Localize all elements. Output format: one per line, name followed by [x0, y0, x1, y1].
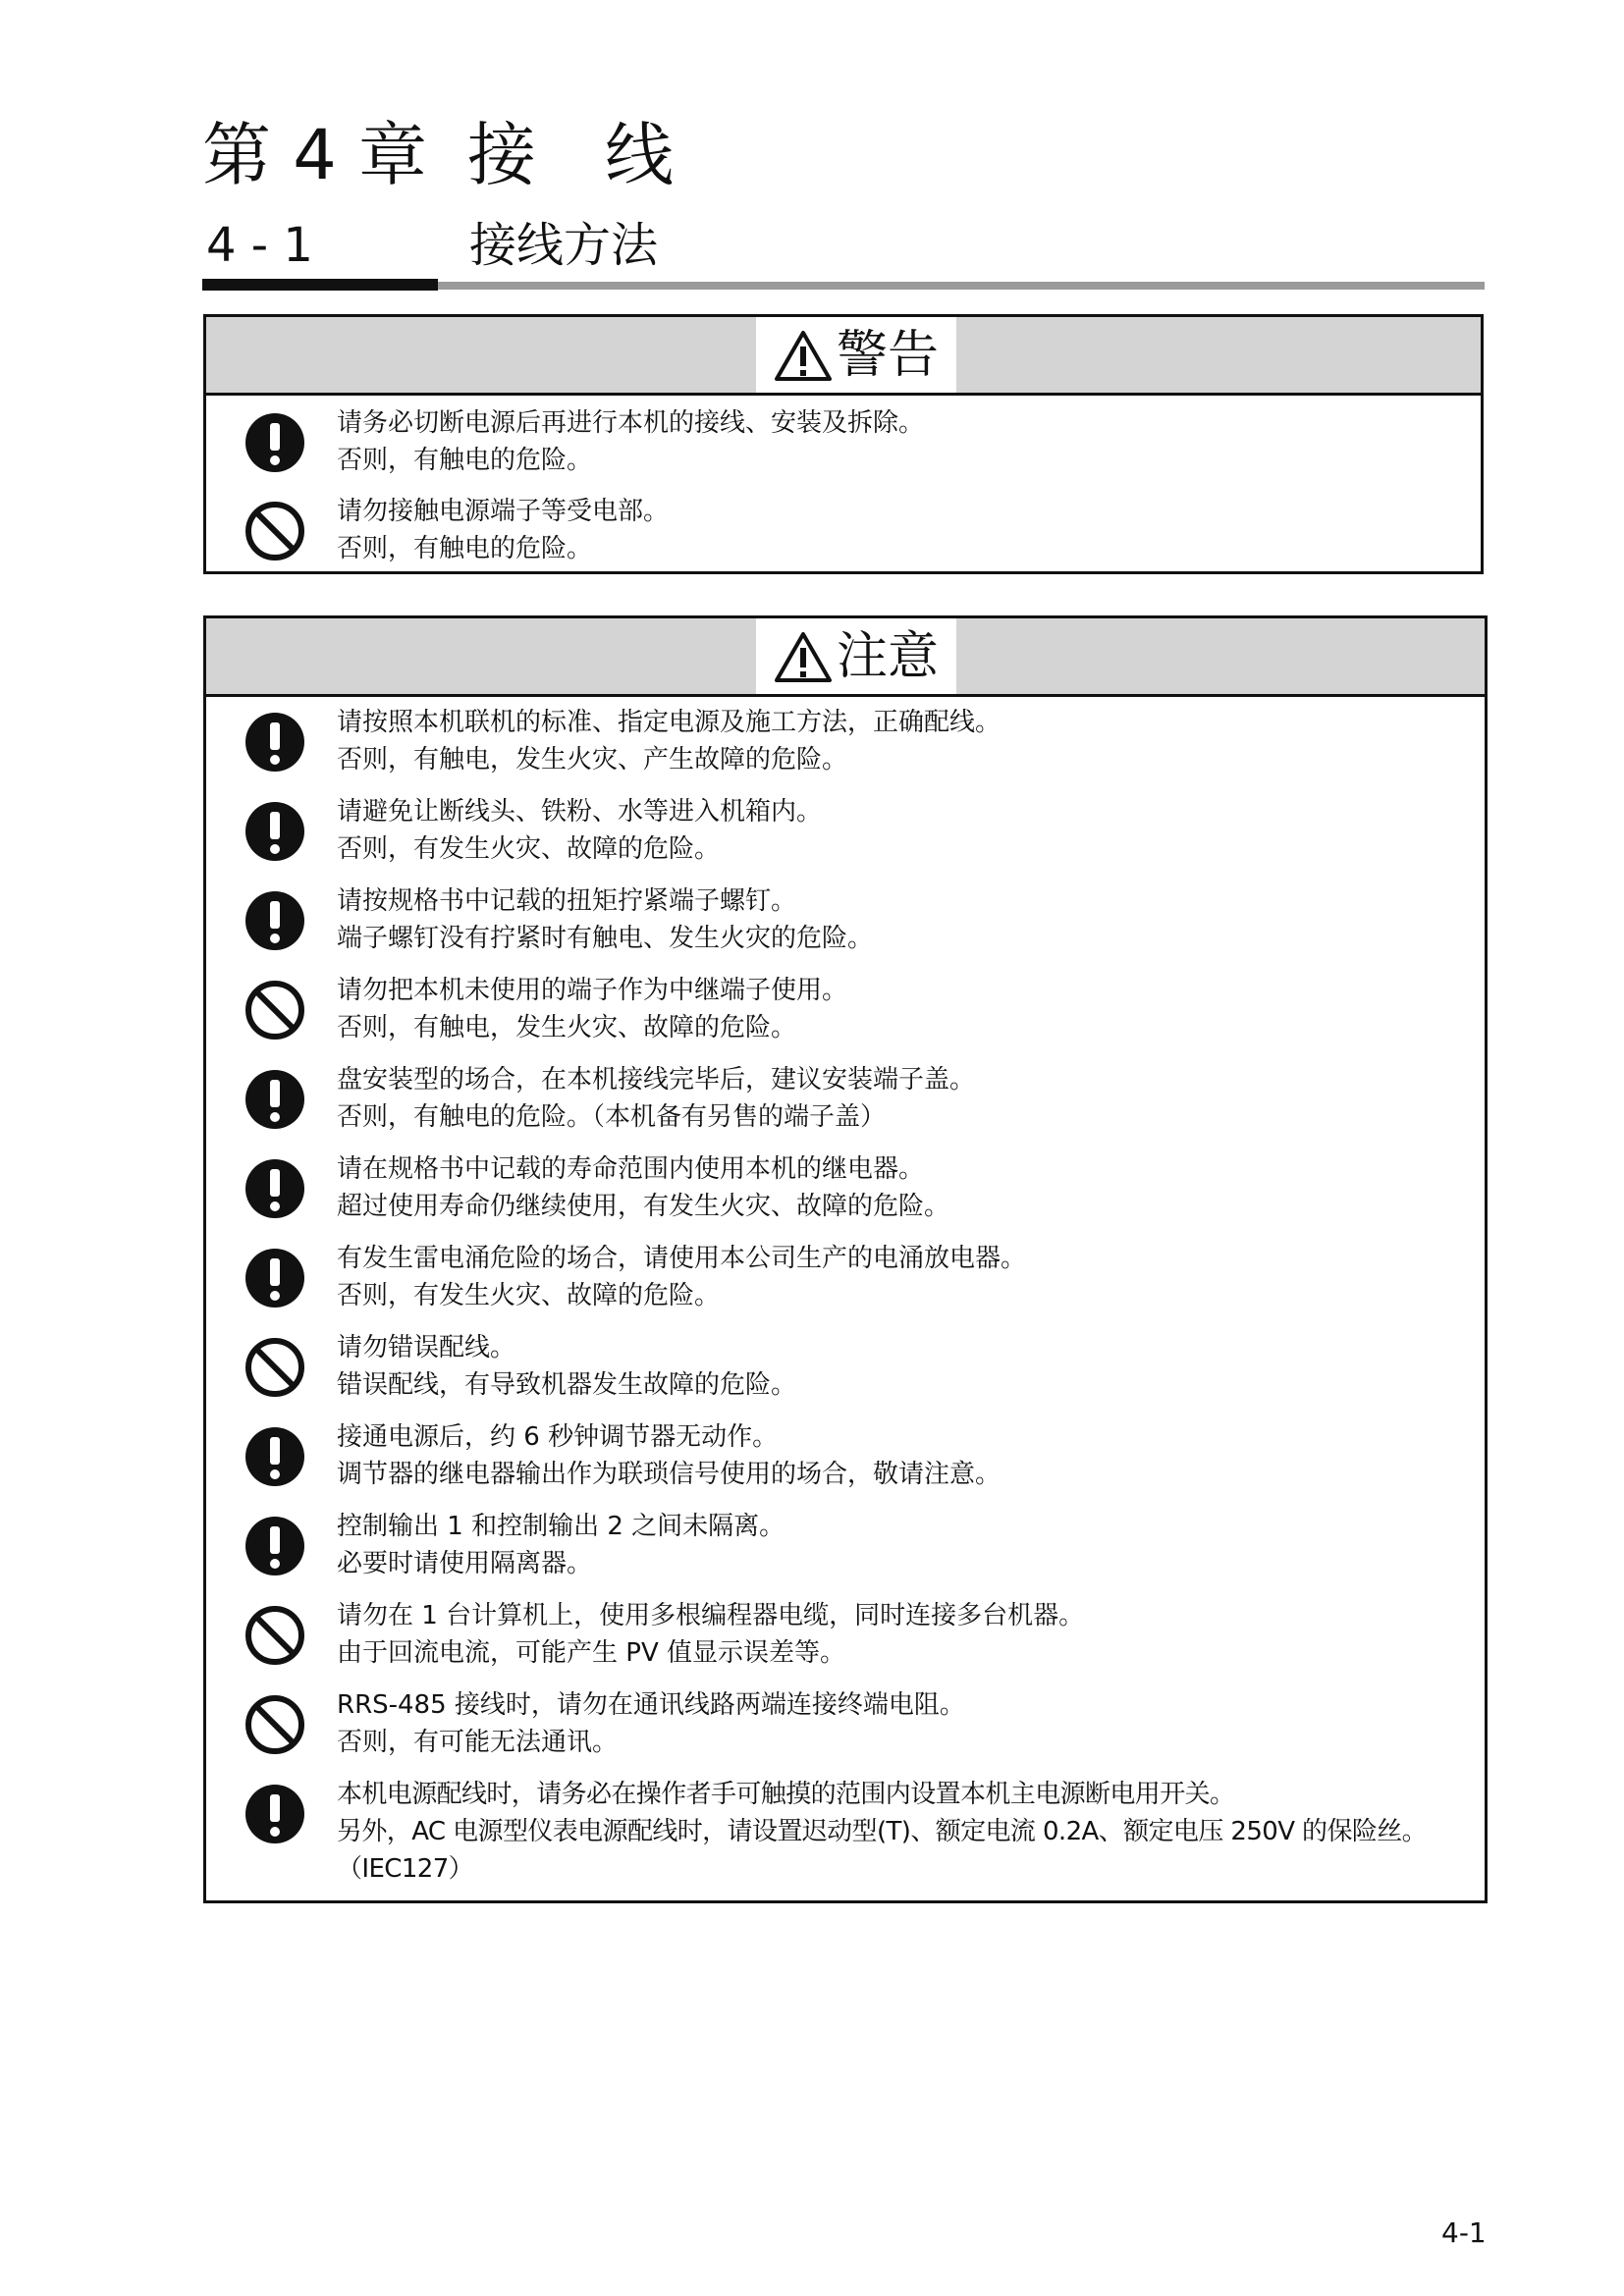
caution-box — [203, 615, 1488, 1903]
section-title: 接线方法 — [469, 218, 659, 273]
caution-item-line: 本机电源配线时，请务必在操作者手可触摸的范围内设置本机主电源断电用开关。 — [337, 1780, 1235, 1809]
caution-item-line: RRS-485 接线时，请勿在通讯线路两端连接终端电阻。 — [337, 1690, 965, 1720]
caution-item-line: 否则，有发生火灾、故障的危险。 — [337, 1281, 721, 1310]
page-number: 4-1 — [1441, 2216, 1487, 2249]
mandatory-action-icon — [244, 1068, 306, 1131]
caution-item — [206, 1054, 1485, 1144]
prohibited-icon — [244, 500, 306, 562]
caution-item-line: 否则，有触电，发生火灾、产生故障的危险。 — [337, 745, 848, 774]
caution-item-text — [337, 882, 873, 957]
warning-item-line: 请务必切断电源后再进行本机的接线、安装及拆除。 — [337, 408, 925, 438]
prohibited-icon — [244, 1693, 306, 1756]
caution-item-line: 另外，AC 电源型仪表电源配线时，请设置迟动型(T)、额定电流 0.2A、额定电压 250V 的保险丝。 — [337, 1817, 1428, 1846]
caution-item-text — [337, 972, 847, 1046]
caution-item — [206, 1233, 1485, 1322]
caution-item-line: 请勿在 1 台计算机上，使用多根编程器电缆，同时连接多台机器。 — [337, 1601, 1085, 1630]
chapter-name: 接 线 — [467, 115, 674, 195]
warning-box — [203, 314, 1484, 574]
caution-tag — [756, 618, 956, 694]
caution-item-line: 由于回流电流，可能产生 PV 值显示误差等。 — [337, 1638, 845, 1668]
caution-item — [206, 965, 1485, 1054]
warning-item-text — [337, 493, 669, 567]
warning-item-text — [337, 404, 924, 479]
caution-item-line: 有发生雷电涌危险的场合，请使用本公司生产的电涌放电器。 — [337, 1244, 1027, 1273]
prohibited-icon — [244, 979, 306, 1041]
caution-item-line: 控制输出 1 和控制输出 2 之间未隔离。 — [337, 1512, 785, 1541]
caution-item-text — [337, 1329, 796, 1404]
caution-item-line: 盘安装型的场合，在本机接线完毕后，建议安装端子盖。 — [337, 1065, 976, 1095]
mandatory-action-icon — [244, 711, 306, 774]
mandatory-action-icon — [244, 1783, 306, 1845]
warning-header — [206, 317, 1481, 396]
warning-triangle-icon — [774, 329, 833, 382]
caution-item — [206, 876, 1485, 965]
caution-item-line: （IEC127） — [337, 1854, 474, 1884]
caution-item-line: 否则，有发生火灾、故障的危险。 — [337, 834, 721, 864]
caution-item-line: 接通电源后，约 6 秒钟调节器无动作。 — [337, 1422, 779, 1452]
caution-item-text — [337, 1061, 975, 1136]
warning-tag — [756, 317, 956, 393]
caution-item-line: 超过使用寿命仍继续使用，有发生火灾、故障的危险。 — [337, 1192, 950, 1221]
mandatory-action-icon — [244, 1425, 306, 1488]
caution-item — [206, 1769, 1485, 1898]
section-number: 4 - 1 — [206, 218, 313, 273]
mandatory-action-icon — [244, 1247, 306, 1309]
mandatory-action-icon — [244, 1515, 306, 1577]
caution-item-line: 否则，有触电，发生火灾、故障的危险。 — [337, 1013, 797, 1042]
caution-item-text — [337, 1686, 965, 1761]
caution-item-text — [337, 1418, 1001, 1493]
caution-item-text — [337, 1597, 1084, 1672]
caution-item-text — [337, 1150, 949, 1225]
section-rule-light — [438, 282, 1485, 290]
caution-item — [206, 697, 1485, 786]
warning-item-line: 请勿接触电源端子等受电部。 — [337, 497, 670, 526]
caution-item-line: 请勿错误配线。 — [337, 1333, 516, 1362]
caution-item-line: 否则，有可能无法通讯。 — [337, 1728, 619, 1757]
caution-item — [206, 1144, 1485, 1233]
caution-item-line: 必要时请使用隔离器。 — [337, 1549, 593, 1578]
caution-item-line: 错误配线，有导致机器发生故障的危险。 — [337, 1370, 797, 1400]
warning-item — [206, 393, 1481, 485]
caution-item — [206, 1501, 1485, 1590]
caution-item — [206, 1590, 1485, 1680]
mandatory-action-icon — [244, 800, 306, 863]
caution-item-line: 请在规格书中记载的寿命范围内使用本机的继电器。 — [337, 1154, 925, 1184]
chapter-label: 第 4 章 — [202, 115, 428, 195]
caution-item-line: 请按照本机联机的标准、指定电源及施工方法，正确配线。 — [337, 708, 1001, 737]
caution-item-text — [337, 1776, 1427, 1888]
mandatory-action-icon — [244, 889, 306, 952]
caution-item — [206, 1412, 1485, 1501]
chapter-title — [202, 114, 674, 196]
caution-item — [206, 1680, 1485, 1769]
caution-item-line: 调节器的继电器输出作为联琐信号使用的场合，敬请注意。 — [337, 1460, 1001, 1489]
caution-item-line: 否则，有触电的危险。（本机备有另售的端子盖） — [337, 1102, 887, 1132]
warning-label: 警告 — [836, 325, 939, 385]
caution-header — [206, 618, 1485, 697]
section-rule-dark — [202, 279, 438, 291]
caution-item-text — [337, 704, 1001, 778]
warning-triangle-icon — [774, 630, 833, 683]
caution-item-text — [337, 793, 822, 868]
warning-item — [206, 485, 1481, 573]
caution-label: 注意 — [836, 626, 939, 686]
caution-item — [206, 786, 1485, 876]
prohibited-icon — [244, 1604, 306, 1667]
warning-item-line: 否则，有触电的危险。 — [337, 446, 593, 475]
warning-item-line: 否则，有触电的危险。 — [337, 534, 593, 563]
mandatory-action-icon — [244, 1157, 306, 1220]
caution-item-line: 请按规格书中记载的扭矩拧紧端子螺钉。 — [337, 886, 797, 916]
caution-item-line: 请避免让断线头、铁粉、水等进入机箱内。 — [337, 797, 823, 827]
caution-item-text — [337, 1508, 785, 1582]
caution-item-text — [337, 1240, 1026, 1314]
caution-item-line: 端子螺钉没有拧紧时有触电、发生火灾的危险。 — [337, 924, 874, 953]
prohibited-icon — [244, 1336, 306, 1399]
caution-item-line: 请勿把本机未使用的端子作为中继端子使用。 — [337, 976, 848, 1005]
caution-item — [206, 1322, 1485, 1412]
mandatory-action-icon — [244, 411, 306, 474]
